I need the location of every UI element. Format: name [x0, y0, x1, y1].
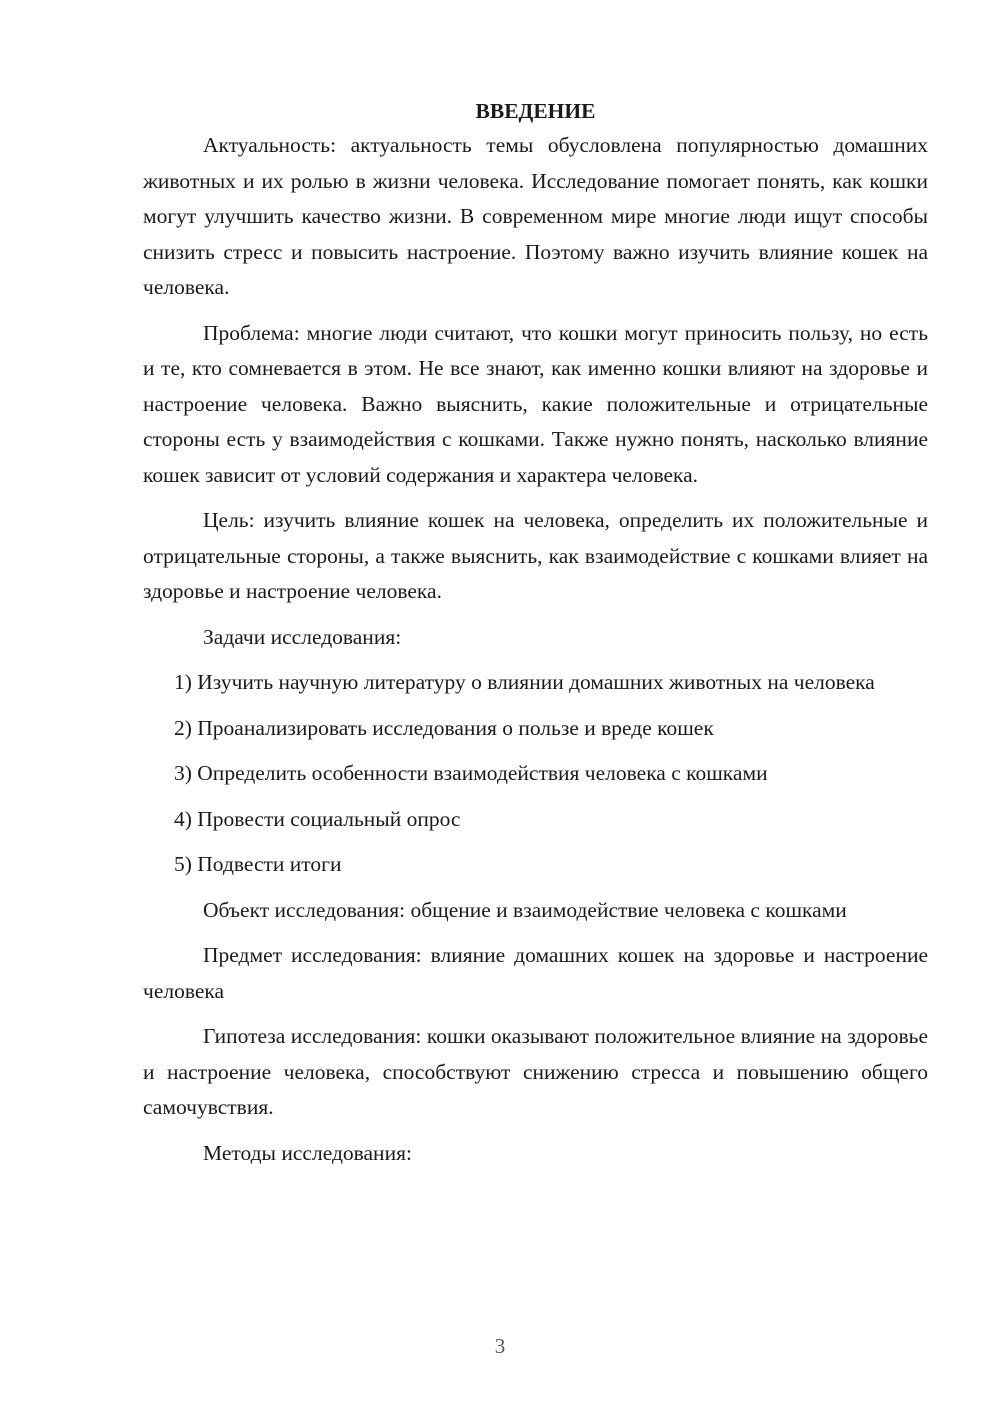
relevance-paragraph: Актуальность: актуальность темы обусловлена популярностью домашних животных и их ролью в жизни человека. Исследование помогает понять, как кошки могут улучшить качество жизни. В современном мире многие люди ищут способы снизить стресс и повысить настроение. Поэтому важно изучить влияние кошек на человека.	[143, 133, 928, 299]
task-item: 5) Подвести итоги	[174, 852, 342, 876]
problem-paragraph: Проблема: многие люди считают, что кошки могут приносить пользу, но есть и те, кто сомневается в этом. Не все знают, как именно кошки влияют на здоровье и настроение человека. Важно выяснить, какие положительные и отрицательные стороны есть у взаимодействия с кошками. Также нужно понять, насколько влияние кошек зависит от условий содержания и характера человека.	[143, 320, 928, 487]
document-page	[143, 96, 928, 1181]
task-item: 4) Провести социальный опрос	[174, 806, 461, 831]
subject-paragraph: Предмет исследования: влияние домашних кошек на здоровье и настроение человека	[143, 943, 928, 1003]
object-paragraph: Объект исследования: общение и взаимодействие человека с кошками	[203, 897, 847, 922]
task-item: 2) Проанализировать исследования о пользе и вреде кошек	[174, 715, 714, 740]
task-item: 1) Изучить научную литературу о влиянии домашних животных на человека	[174, 670, 875, 694]
task-item: 3) Определить особенности взаимодействия человека с кошками	[174, 761, 768, 785]
section-title: ВВЕДЕНИЕ	[475, 99, 596, 123]
methods-heading: Методы исследования:	[203, 1140, 412, 1165]
tasks-heading: Задачи исследования:	[203, 624, 402, 649]
page-number: 3	[494, 1334, 506, 1358]
goal-paragraph: Цель: изучить влияние кошек на человека, определить их положительные и отрицательные стороны, а также выяснить, как взаимодействие с кошками влияет на здоровье и настроение человека.	[143, 508, 928, 603]
hypothesis-paragraph: Гипотеза исследования: кошки оказывают положительное влияние на здоровье и настроение человека, способствуют снижению стресса и повышению общего самочувствия.	[143, 1024, 928, 1119]
